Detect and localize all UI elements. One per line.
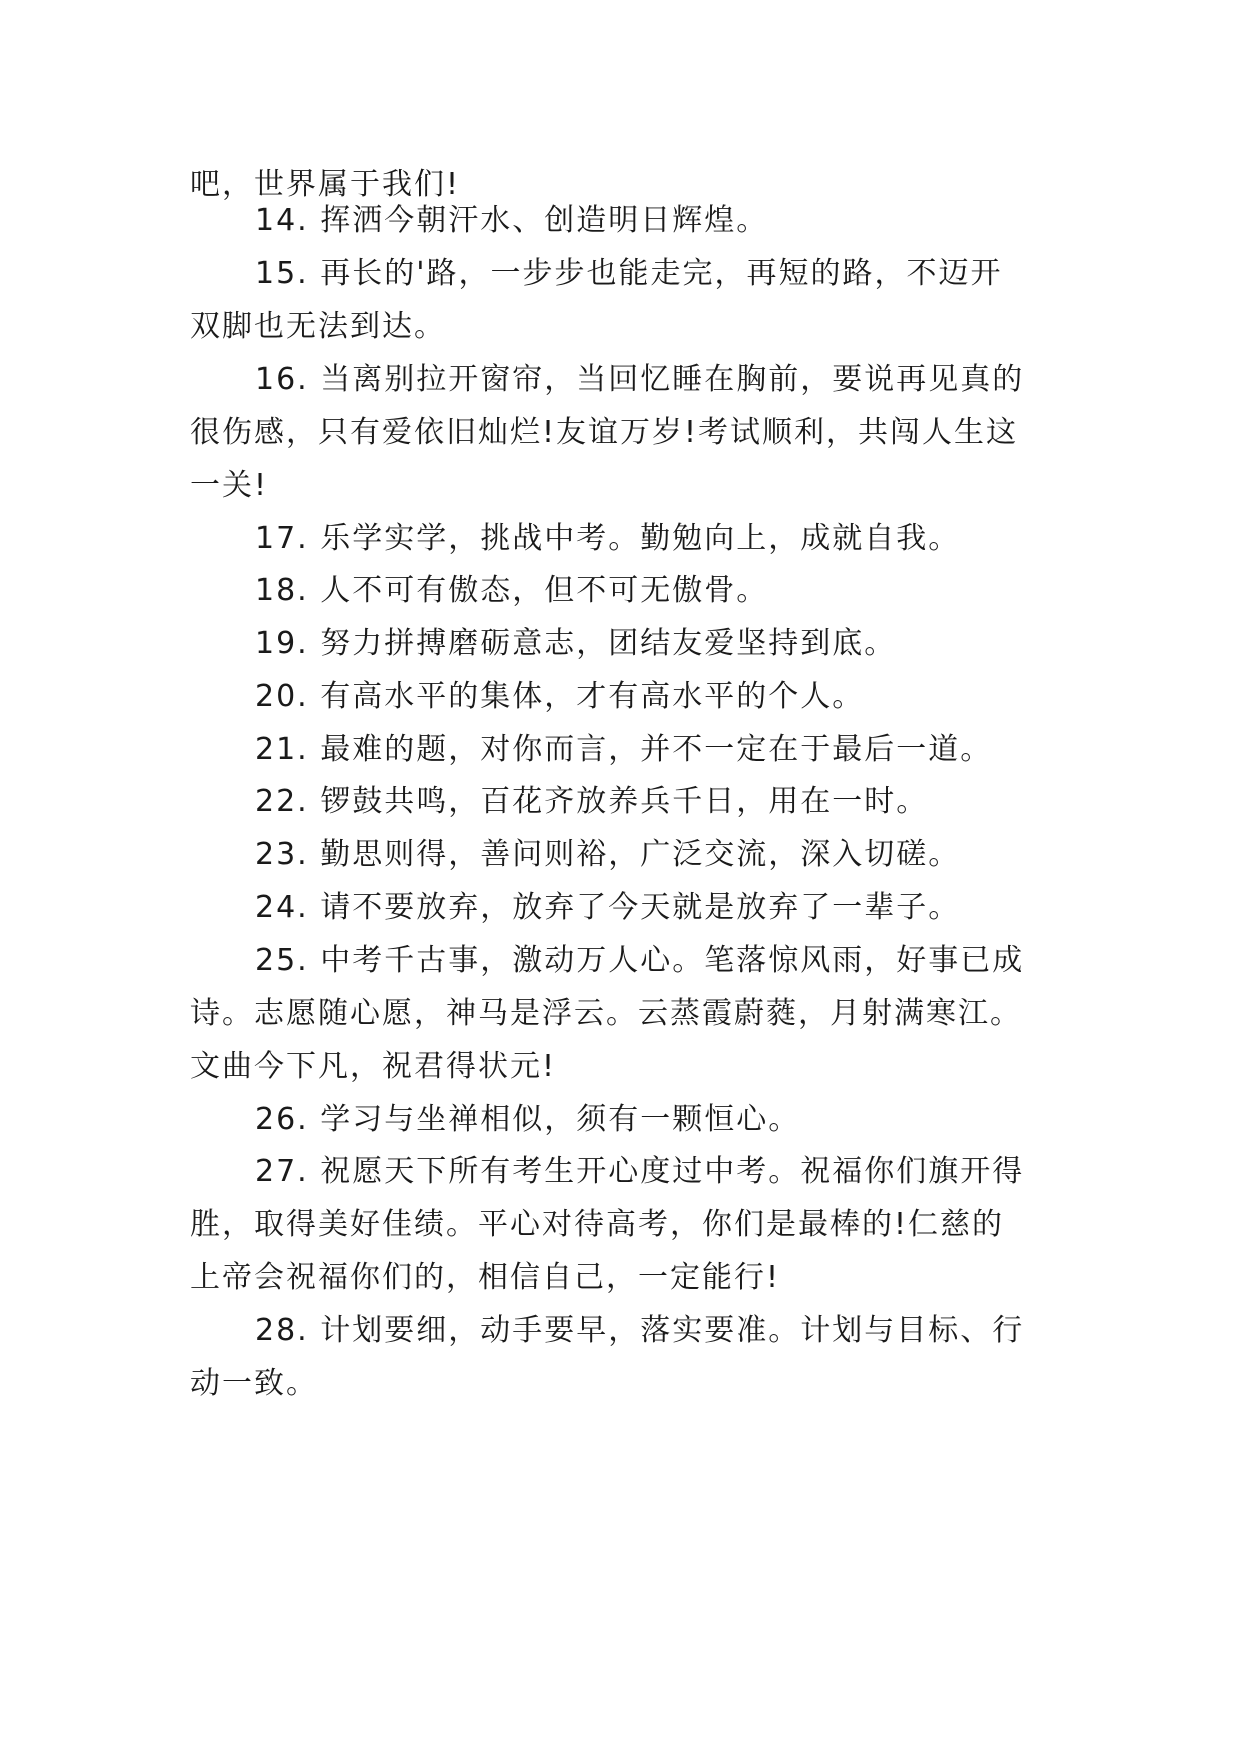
text-line: 16. 当离别拉开窗帘，当回忆睡在胸前，要说再见真的 [255, 362, 1025, 397]
text-line: 吧，世界属于我们! [190, 167, 461, 202]
text-line: 24. 请不要放弃，放弃了今天就是放弃了一辈子。 [255, 890, 961, 925]
text-line: 18. 人不可有傲态，但不可无傲骨。 [255, 573, 769, 608]
text-line: 23. 勤思则得，善问则裕，广泛交流，深入切磋。 [255, 837, 961, 872]
text-line: 胜，取得美好佳绩。平心对待高考，你们是最棒的!仁慈的 [190, 1207, 1005, 1242]
text-line: 20. 有高水平的集体，才有高水平的个人。 [255, 679, 865, 714]
text-line: 一关! [190, 468, 269, 503]
text-line: 15. 再长的'路，一步步也能走完，再短的路，不迈开 [255, 256, 1003, 291]
text-line: 25. 中考千古事，激动万人心。笔落惊风雨，好事已成 [255, 943, 1025, 978]
text-line: 26. 学习与坐禅相似，须有一颗恒心。 [255, 1102, 801, 1137]
text-line: 文曲今下凡，祝君得状元! [190, 1049, 557, 1084]
text-line: 28. 计划要细，动手要早，落实要准。计划与目标、行 [255, 1313, 1025, 1348]
text-line: 很伤感，只有爱依旧灿烂!友谊万岁!考试顺利，共闯人生这 [190, 415, 1019, 450]
text-line: 双脚也无法到达。 [190, 309, 446, 344]
text-line: 21. 最难的题，对你而言，并不一定在于最后一道。 [255, 732, 993, 767]
text-line: 27. 祝愿天下所有考生开心度过中考。祝福你们旗开得 [255, 1154, 1025, 1189]
text-line: 17. 乐学实学，挑战中考。勤勉向上，成就自我。 [255, 521, 961, 556]
text-line: 22. 锣鼓共鸣，百花齐放养兵千日，用在一时。 [255, 784, 929, 819]
text-line: 19. 努力拼搏磨砺意志，团结友爱坚持到底。 [255, 626, 897, 661]
text-line: 14. 挥洒今朝汗水、创造明日辉煌。 [255, 203, 769, 238]
text-line: 诗。志愿随心愿，神马是浮云。云蒸霞蔚蕤，月射满寒江。 [190, 996, 1022, 1031]
text-line: 上帝会祝福你们的，相信自己，一定能行! [190, 1260, 781, 1295]
text-line: 动一致。 [190, 1366, 318, 1401]
